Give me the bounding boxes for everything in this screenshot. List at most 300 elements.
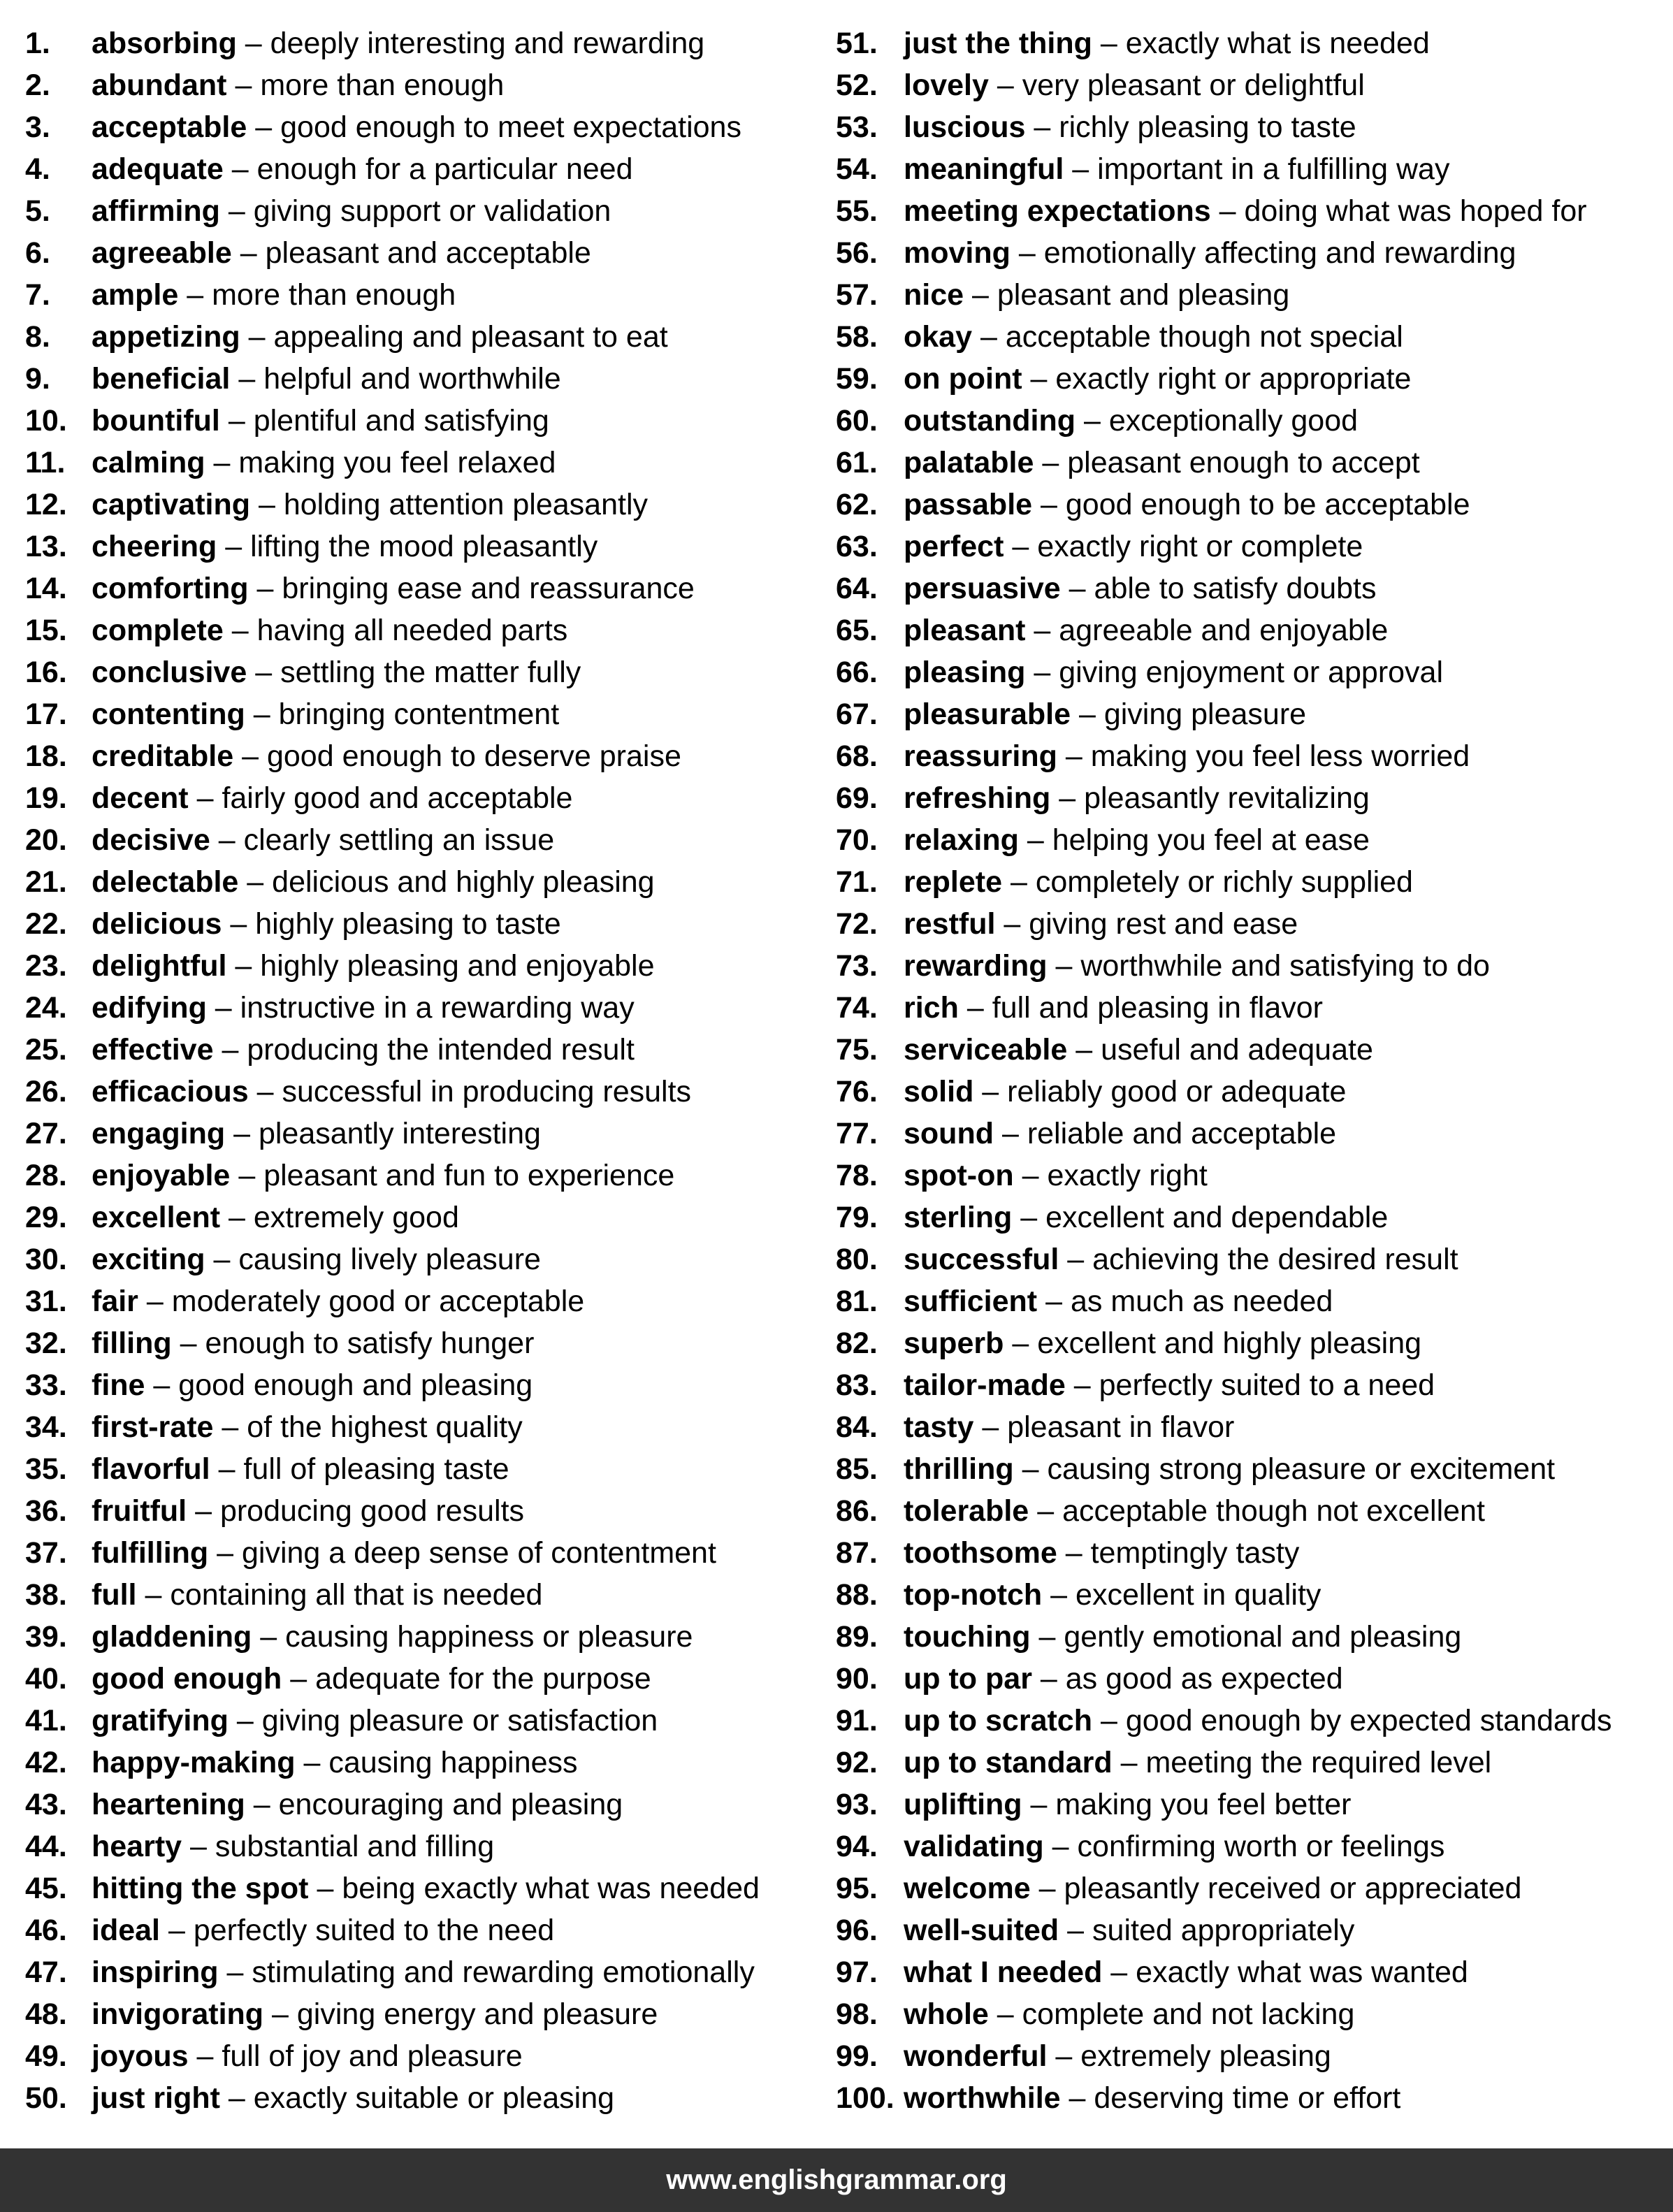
item-number: 74. bbox=[836, 991, 878, 1025]
list-item bbox=[25, 651, 829, 693]
item-number: 1. bbox=[25, 27, 50, 60]
list-item bbox=[25, 1784, 829, 1826]
list-item bbox=[25, 22, 829, 64]
item-number: 35. bbox=[25, 1452, 67, 1486]
item-word: enjoyable bbox=[92, 1159, 231, 1192]
item-definition: full and pleasing in flavor bbox=[992, 991, 1323, 1025]
item-word: worthwhile bbox=[904, 2081, 1061, 2115]
list-item bbox=[836, 1700, 1667, 1742]
item-definition: appealing and pleasant to eat bbox=[273, 320, 668, 354]
item-number: 15. bbox=[25, 614, 67, 647]
item-separator: – bbox=[1038, 1620, 1056, 1654]
item-separator: – bbox=[1034, 110, 1051, 144]
item-separator: – bbox=[1219, 194, 1236, 228]
item-word: ideal bbox=[92, 1914, 160, 1947]
list-item bbox=[836, 1448, 1667, 1490]
item-word: gratifying bbox=[92, 1704, 229, 1737]
item-word: refreshing bbox=[904, 781, 1051, 815]
item-separator: – bbox=[218, 823, 236, 857]
list-item bbox=[836, 1322, 1667, 1364]
item-number: 36. bbox=[25, 1494, 67, 1528]
item-number: 83. bbox=[836, 1368, 878, 1402]
item-definition: suited appropriately bbox=[1092, 1914, 1355, 1947]
item-definition: causing happiness or pleasure bbox=[285, 1620, 693, 1654]
item-separator: – bbox=[1020, 1201, 1038, 1234]
list-item bbox=[25, 693, 829, 735]
item-definition: stimulating and rewarding emotionally bbox=[252, 1956, 755, 1989]
item-definition: reliable and acceptable bbox=[1027, 1117, 1337, 1150]
item-word: abundant bbox=[92, 68, 227, 102]
item-word: thrilling bbox=[904, 1452, 1014, 1486]
item-definition: perfectly suited to the need bbox=[193, 1914, 555, 1947]
item-word: whole bbox=[904, 1997, 989, 2031]
item-separator: – bbox=[1038, 1872, 1056, 1905]
item-word: pleasant bbox=[904, 614, 1026, 647]
item-number: 67. bbox=[836, 697, 878, 731]
list-item bbox=[836, 1574, 1667, 1616]
item-definition: temptingly tasty bbox=[1090, 1536, 1300, 1570]
item-word: sterling bbox=[904, 1201, 1013, 1234]
item-word: agreeable bbox=[92, 236, 232, 270]
item-definition: producing good results bbox=[219, 1494, 525, 1528]
item-word: bountiful bbox=[92, 404, 220, 438]
list-item bbox=[836, 442, 1667, 484]
item-word: affirming bbox=[92, 194, 220, 228]
item-definition: exceptionally good bbox=[1108, 404, 1359, 438]
item-word: efficacious bbox=[92, 1075, 249, 1108]
item-number: 45. bbox=[25, 1872, 67, 1905]
item-word: meeting expectations bbox=[904, 194, 1211, 228]
item-number: 77. bbox=[836, 1117, 878, 1150]
item-definition: of the highest quality bbox=[247, 1410, 523, 1444]
item-separator: – bbox=[228, 404, 245, 438]
list-item bbox=[25, 106, 829, 148]
item-word: palatable bbox=[904, 446, 1034, 479]
item-number: 98. bbox=[836, 1997, 878, 2031]
item-separator: – bbox=[255, 110, 273, 144]
item-number: 81. bbox=[836, 1285, 878, 1318]
item-number: 50. bbox=[25, 2081, 67, 2115]
item-number: 99. bbox=[836, 2039, 878, 2073]
list-item bbox=[836, 1658, 1667, 1700]
item-word: decent bbox=[92, 781, 189, 815]
list-item bbox=[836, 1113, 1667, 1155]
item-separator: – bbox=[213, 1243, 231, 1276]
item-separator: – bbox=[966, 991, 984, 1025]
item-definition: giving pleasure bbox=[1103, 697, 1307, 731]
item-definition: substantial and filling bbox=[215, 1830, 495, 1863]
list-item bbox=[25, 1490, 829, 1532]
item-number: 80. bbox=[836, 1243, 878, 1276]
item-separator: – bbox=[196, 781, 214, 815]
item-word: well-suited bbox=[904, 1914, 1059, 1947]
list-item bbox=[836, 735, 1667, 777]
list-item bbox=[836, 106, 1667, 148]
item-word: up to scratch bbox=[904, 1704, 1092, 1737]
item-word: pleasurable bbox=[904, 697, 1071, 731]
item-number: 89. bbox=[836, 1620, 878, 1654]
item-word: contenting bbox=[92, 697, 245, 731]
item-number: 6. bbox=[25, 236, 50, 270]
item-definition: giving energy and pleasure bbox=[296, 1997, 658, 2031]
item-separator: – bbox=[228, 2081, 245, 2115]
item-word: absorbing bbox=[92, 27, 237, 60]
item-definition: confirming worth or feelings bbox=[1077, 1830, 1445, 1863]
list-item bbox=[836, 526, 1667, 568]
item-separator: – bbox=[1055, 2039, 1073, 2073]
item-definition: delicious and highly pleasing bbox=[272, 865, 655, 899]
item-separator: – bbox=[1030, 1788, 1048, 1821]
item-separator: – bbox=[1030, 362, 1048, 396]
item-number: 85. bbox=[836, 1452, 878, 1486]
item-word: fine bbox=[92, 1368, 145, 1402]
item-number: 41. bbox=[25, 1704, 67, 1737]
item-word: beneficial bbox=[92, 362, 231, 396]
item-separator: – bbox=[247, 865, 264, 899]
item-number: 64. bbox=[836, 572, 878, 605]
item-number: 55. bbox=[836, 194, 878, 228]
item-number: 24. bbox=[25, 991, 67, 1025]
list-item bbox=[836, 609, 1667, 651]
item-word: hitting the spot bbox=[92, 1872, 309, 1905]
item-word: edifying bbox=[92, 991, 207, 1025]
item-word: conclusive bbox=[92, 656, 247, 689]
word-list-column-left bbox=[25, 22, 829, 2119]
item-number: 54. bbox=[836, 152, 878, 186]
item-separator: – bbox=[213, 446, 231, 479]
item-word: joyous bbox=[92, 2039, 189, 2073]
item-definition: pleasant and pleasing bbox=[997, 278, 1290, 312]
item-number: 47. bbox=[25, 1956, 67, 1989]
item-word: luscious bbox=[904, 110, 1026, 144]
item-definition: complete and not lacking bbox=[1022, 1997, 1355, 2031]
item-definition: good enough to meet expectations bbox=[280, 110, 741, 144]
list-item bbox=[836, 1364, 1667, 1406]
item-definition: causing happiness bbox=[328, 1746, 578, 1779]
item-definition: completely or richly supplied bbox=[1035, 865, 1413, 899]
list-item bbox=[836, 903, 1667, 945]
list-item bbox=[836, 1280, 1667, 1322]
list-item bbox=[836, 945, 1667, 987]
item-separator: – bbox=[253, 1788, 270, 1821]
item-number: 20. bbox=[25, 823, 67, 857]
item-word: captivating bbox=[92, 488, 250, 521]
item-separator: – bbox=[235, 949, 252, 983]
item-definition: moderately good or acceptable bbox=[171, 1285, 585, 1318]
item-word: cheering bbox=[92, 530, 217, 563]
list-item bbox=[836, 1742, 1667, 1784]
item-word: decisive bbox=[92, 823, 210, 857]
item-definition: highly pleasing to taste bbox=[255, 907, 561, 941]
item-definition: giving a deep sense of contentment bbox=[242, 1536, 716, 1570]
item-number: 38. bbox=[25, 1578, 67, 1612]
item-word: delicious bbox=[92, 907, 222, 941]
item-number: 58. bbox=[836, 320, 878, 354]
list-item bbox=[25, 861, 829, 903]
item-number: 37. bbox=[25, 1536, 67, 1570]
item-number: 18. bbox=[25, 739, 67, 773]
item-separator: – bbox=[980, 320, 997, 354]
item-separator: – bbox=[225, 530, 242, 563]
list-item bbox=[836, 274, 1667, 316]
item-word: successful bbox=[904, 1243, 1059, 1276]
list-item bbox=[836, 693, 1667, 735]
item-number: 59. bbox=[836, 362, 878, 396]
item-word: happy-making bbox=[92, 1746, 296, 1779]
item-definition: exactly right or complete bbox=[1037, 530, 1363, 563]
list-item bbox=[25, 2077, 829, 2119]
item-definition: plentiful and satisfying bbox=[253, 404, 549, 438]
list-item bbox=[836, 2035, 1667, 2077]
list-item bbox=[836, 1532, 1667, 1574]
item-word: pleasing bbox=[904, 656, 1026, 689]
item-separator: – bbox=[218, 1452, 236, 1486]
item-separator: – bbox=[982, 1075, 999, 1108]
item-definition: settling the matter fully bbox=[280, 656, 581, 689]
item-number: 86. bbox=[836, 1494, 878, 1528]
item-separator: – bbox=[1022, 1452, 1039, 1486]
item-separator: – bbox=[1072, 152, 1089, 186]
item-word: invigorating bbox=[92, 1997, 264, 2031]
list-item bbox=[25, 1616, 829, 1658]
item-separator: – bbox=[242, 739, 259, 773]
item-separator: – bbox=[196, 2039, 214, 2073]
item-number: 52. bbox=[836, 68, 878, 102]
item-definition: giving pleasure or satisfaction bbox=[261, 1704, 658, 1737]
item-separator: – bbox=[317, 1872, 334, 1905]
list-item bbox=[25, 987, 829, 1029]
item-definition: acceptable though not special bbox=[1005, 320, 1403, 354]
item-definition: helpful and worthwhile bbox=[263, 362, 561, 396]
item-separator: – bbox=[222, 1033, 239, 1067]
item-word: delectable bbox=[92, 865, 239, 899]
item-separator: – bbox=[1065, 739, 1082, 773]
item-separator: – bbox=[256, 572, 274, 605]
list-item bbox=[25, 1322, 829, 1364]
list-item bbox=[836, 777, 1667, 819]
item-number: 27. bbox=[25, 1117, 67, 1150]
item-number: 79. bbox=[836, 1201, 878, 1234]
item-definition: good enough by expected standards bbox=[1125, 1704, 1612, 1737]
item-word: adequate bbox=[92, 152, 224, 186]
list-item bbox=[25, 1238, 829, 1280]
item-number: 22. bbox=[25, 907, 67, 941]
item-separator: – bbox=[1059, 781, 1076, 815]
item-definition: as good as expected bbox=[1065, 1662, 1343, 1696]
item-word: up to par bbox=[904, 1662, 1032, 1696]
item-number: 14. bbox=[25, 572, 67, 605]
list-item bbox=[25, 274, 829, 316]
item-definition: holding attention pleasantly bbox=[283, 488, 648, 521]
item-separator: – bbox=[1001, 1117, 1019, 1150]
item-word: up to standard bbox=[904, 1746, 1113, 1779]
item-word: tasty bbox=[904, 1410, 974, 1444]
item-separator: – bbox=[187, 278, 204, 312]
item-separator: – bbox=[1004, 907, 1021, 941]
item-definition: highly pleasing and enjoyable bbox=[260, 949, 655, 983]
item-number: 29. bbox=[25, 1201, 67, 1234]
list-item bbox=[836, 358, 1667, 400]
item-number: 65. bbox=[836, 614, 878, 647]
item-number: 16. bbox=[25, 656, 67, 689]
item-word: validating bbox=[904, 1830, 1044, 1863]
item-separator: – bbox=[231, 614, 249, 647]
item-definition: perfectly suited to a need bbox=[1099, 1368, 1435, 1402]
item-definition: causing lively pleasure bbox=[238, 1243, 541, 1276]
item-separator: – bbox=[228, 194, 245, 228]
list-item bbox=[25, 526, 829, 568]
item-definition: important in a fulfilling way bbox=[1097, 152, 1450, 186]
list-item bbox=[836, 568, 1667, 609]
item-separator: – bbox=[222, 1410, 239, 1444]
item-definition: good enough and pleasing bbox=[178, 1368, 533, 1402]
item-separator: – bbox=[226, 1956, 244, 1989]
list-item bbox=[836, 484, 1667, 526]
item-definition: extremely pleasing bbox=[1080, 2039, 1331, 2073]
item-separator: – bbox=[248, 320, 266, 354]
item-number: 13. bbox=[25, 530, 67, 563]
item-definition: pleasantly received or appreciated bbox=[1064, 1872, 1522, 1905]
item-word: creditable bbox=[92, 739, 234, 773]
item-number: 60. bbox=[836, 404, 878, 438]
list-item bbox=[836, 1197, 1667, 1238]
item-number: 70. bbox=[836, 823, 878, 857]
item-number: 87. bbox=[836, 1536, 878, 1570]
list-item bbox=[836, 819, 1667, 861]
item-word: relaxing bbox=[904, 823, 1019, 857]
item-definition: pleasantly interesting bbox=[258, 1117, 541, 1150]
item-number: 23. bbox=[25, 949, 67, 983]
item-separator: – bbox=[233, 1117, 250, 1150]
item-word: excellent bbox=[92, 1201, 221, 1234]
item-number: 12. bbox=[25, 488, 67, 521]
item-number: 78. bbox=[836, 1159, 878, 1192]
list-item bbox=[836, 1951, 1667, 1993]
item-definition: reliably good or adequate bbox=[1007, 1075, 1347, 1108]
item-word: restful bbox=[904, 907, 996, 941]
item-definition: exactly suitable or pleasing bbox=[253, 2081, 615, 2115]
item-number: 93. bbox=[836, 1788, 878, 1821]
item-definition: agreeable and enjoyable bbox=[1059, 614, 1389, 647]
item-word: on point bbox=[904, 362, 1022, 396]
item-definition: able to satisfy doubts bbox=[1094, 572, 1377, 605]
item-separator: – bbox=[146, 1285, 164, 1318]
item-definition: extremely good bbox=[253, 1201, 459, 1234]
item-definition: gently emotional and pleasing bbox=[1064, 1620, 1462, 1654]
list-item bbox=[25, 1826, 829, 1867]
item-definition: emotionally affecting and rewarding bbox=[1043, 236, 1516, 270]
item-word: lovely bbox=[904, 68, 989, 102]
item-separator: – bbox=[303, 1746, 321, 1779]
item-separator: – bbox=[1120, 1746, 1138, 1779]
item-number: 51. bbox=[836, 27, 878, 60]
item-separator: – bbox=[217, 1536, 234, 1570]
item-number: 46. bbox=[25, 1914, 67, 1947]
item-separator: – bbox=[1067, 1914, 1085, 1947]
item-definition: exactly what is needed bbox=[1125, 27, 1430, 60]
item-word: complete bbox=[92, 614, 224, 647]
item-word: good enough bbox=[92, 1662, 282, 1696]
item-number: 30. bbox=[25, 1243, 67, 1276]
item-definition: meeting the required level bbox=[1145, 1746, 1492, 1779]
item-definition: achieving the desired result bbox=[1092, 1243, 1458, 1276]
item-separator: – bbox=[1100, 1704, 1117, 1737]
list-item bbox=[836, 22, 1667, 64]
item-separator: – bbox=[997, 1997, 1014, 2031]
list-item bbox=[25, 232, 829, 274]
item-definition: excellent in quality bbox=[1076, 1578, 1321, 1612]
list-item bbox=[25, 64, 829, 106]
item-word: ample bbox=[92, 278, 179, 312]
list-item bbox=[836, 1029, 1667, 1071]
item-word: rich bbox=[904, 991, 959, 1025]
item-separator: – bbox=[1052, 1830, 1069, 1863]
item-separator: – bbox=[272, 1997, 289, 2031]
item-separator: – bbox=[1045, 1285, 1063, 1318]
item-word: superb bbox=[904, 1327, 1004, 1360]
item-number: 69. bbox=[836, 781, 878, 815]
item-number: 39. bbox=[25, 1620, 67, 1654]
list-item bbox=[836, 1071, 1667, 1113]
item-word: replete bbox=[904, 865, 1003, 899]
item-definition: deserving time or effort bbox=[1094, 2081, 1401, 2115]
item-number: 97. bbox=[836, 1956, 878, 1989]
list-item bbox=[25, 1658, 829, 1700]
item-definition: enough to satisfy hunger bbox=[205, 1327, 535, 1360]
item-separator: – bbox=[256, 1075, 274, 1108]
item-separator: – bbox=[1073, 1368, 1091, 1402]
item-separator: – bbox=[1034, 656, 1051, 689]
item-number: 66. bbox=[836, 656, 878, 689]
item-word: uplifting bbox=[904, 1788, 1022, 1821]
item-separator: – bbox=[231, 152, 249, 186]
item-number: 56. bbox=[836, 236, 878, 270]
item-number: 82. bbox=[836, 1327, 878, 1360]
item-number: 57. bbox=[836, 278, 878, 312]
item-word: outstanding bbox=[904, 404, 1076, 438]
item-definition: fairly good and acceptable bbox=[222, 781, 573, 815]
item-number: 95. bbox=[836, 1872, 878, 1905]
item-separator: – bbox=[1078, 697, 1096, 731]
item-separator: – bbox=[1100, 27, 1117, 60]
list-item bbox=[836, 1406, 1667, 1448]
item-number: 49. bbox=[25, 2039, 67, 2073]
list-item bbox=[25, 568, 829, 609]
item-separator: – bbox=[1018, 236, 1036, 270]
item-word: persuasive bbox=[904, 572, 1061, 605]
item-word: exciting bbox=[92, 1243, 205, 1276]
item-number: 9. bbox=[25, 362, 50, 396]
item-word: wonderful bbox=[904, 2039, 1048, 2073]
item-word: nice bbox=[904, 278, 964, 312]
list-item bbox=[25, 316, 829, 358]
item-separator: – bbox=[972, 278, 989, 312]
item-definition: making you feel relaxed bbox=[238, 446, 556, 479]
item-number: 100. bbox=[836, 2081, 895, 2115]
list-item bbox=[25, 1742, 829, 1784]
item-definition: exactly what was wanted bbox=[1136, 1956, 1468, 1989]
list-item bbox=[836, 1155, 1667, 1197]
item-definition: acceptable though not excellent bbox=[1062, 1494, 1485, 1528]
list-item bbox=[836, 2077, 1667, 2119]
item-definition: pleasantly revitalizing bbox=[1084, 781, 1370, 815]
list-item bbox=[25, 1867, 829, 1909]
item-word: acceptable bbox=[92, 110, 247, 144]
item-definition: full of joy and pleasure bbox=[222, 2039, 523, 2073]
item-word: moving bbox=[904, 236, 1011, 270]
item-definition: making you feel better bbox=[1055, 1788, 1352, 1821]
item-number: 28. bbox=[25, 1159, 67, 1192]
